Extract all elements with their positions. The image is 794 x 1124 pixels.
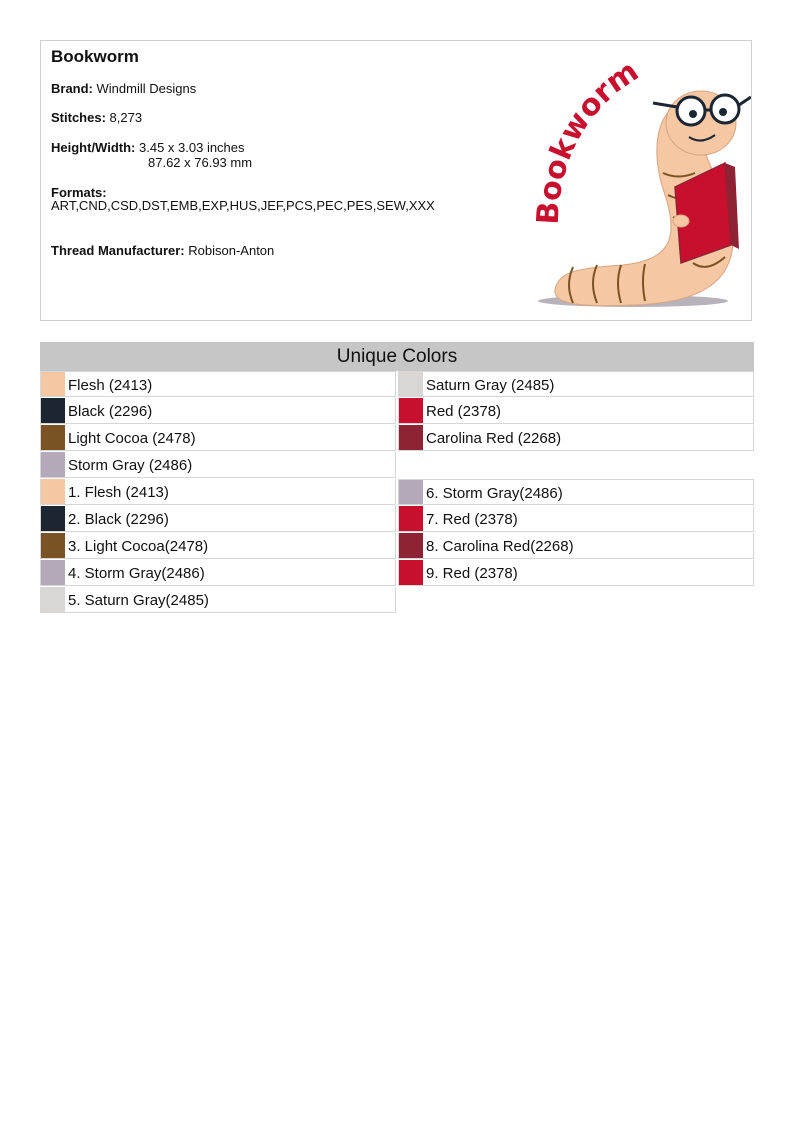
brand-row	[51, 82, 196, 95]
color-row	[398, 398, 754, 424]
svg-text:Bookworm	[531, 54, 645, 226]
color-swatch	[41, 587, 65, 612]
color-label: Black (2296)	[68, 403, 153, 420]
color-row	[398, 425, 754, 451]
color-label: Red (2378)	[426, 403, 502, 420]
color-row	[40, 452, 396, 478]
stitches-label: Stitches:	[51, 110, 106, 125]
color-row	[398, 533, 754, 559]
color-label: Flesh (2413)	[68, 377, 153, 394]
color-label: Light Cocoa (2478)	[68, 430, 196, 447]
color-label: 9. Red (2378)	[426, 565, 518, 582]
color-swatch	[399, 372, 423, 396]
thread-value: Robison-Anton	[188, 243, 275, 258]
color-label: 1. Flesh (2413)	[68, 484, 169, 501]
color-row	[40, 425, 396, 451]
color-label: Saturn Gray (2485)	[426, 377, 555, 394]
color-label: Carolina Red (2268)	[426, 430, 562, 447]
brand-label: Brand:	[51, 81, 93, 96]
color-swatch	[41, 398, 65, 423]
color-swatch	[41, 560, 65, 585]
color-swatch	[41, 479, 65, 504]
color-swatch	[399, 425, 423, 450]
color-row	[398, 371, 754, 397]
brand-value: Windmill Designs	[96, 81, 197, 96]
color-row	[40, 533, 396, 559]
color-swatch	[41, 452, 65, 477]
formats-block	[51, 186, 491, 212]
color-row	[40, 479, 396, 505]
color-label: Storm Gray (2486)	[68, 457, 193, 474]
color-row	[40, 371, 396, 397]
color-row	[40, 506, 396, 532]
size-inches: 3.45 x 3.03 inches	[139, 140, 245, 155]
color-label: 5. Saturn Gray(2485)	[68, 592, 209, 609]
color-label: 8. Carolina Red(2268)	[426, 538, 574, 555]
colors-table-header: Unique Colors	[40, 342, 754, 371]
stitches-value: 8,273	[109, 110, 143, 125]
color-swatch	[399, 533, 423, 558]
color-row	[398, 506, 754, 532]
formats-label: Formats:	[51, 185, 107, 200]
color-row	[40, 587, 396, 613]
color-label: 6. Storm Gray(2486)	[426, 485, 563, 502]
color-swatch	[399, 560, 423, 585]
design-art-word: Bookworm	[530, 53, 646, 226]
size-row	[51, 141, 245, 154]
formats-list: ART,CND,CSD,DST,EMB,EXP,HUS,JEF,PCS,PEC,PES,SEW,XXX	[51, 198, 435, 213]
color-label: 7. Red (2378)	[426, 511, 518, 528]
color-label: 4. Storm Gray(2486)	[68, 565, 205, 582]
colors-table	[40, 342, 754, 609]
color-row	[40, 398, 396, 424]
color-label: 2. Black (2296)	[68, 511, 169, 528]
color-swatch	[41, 506, 65, 531]
color-swatch	[41, 372, 65, 396]
size-label: Height/Width:	[51, 140, 136, 155]
color-swatch	[41, 425, 65, 450]
design-title: Bookworm	[51, 47, 139, 66]
design-info-panel	[40, 40, 752, 321]
color-swatch	[399, 506, 423, 531]
color-swatch	[399, 398, 423, 423]
color-row	[40, 560, 396, 586]
color-row	[398, 560, 754, 586]
bookworm-design-image	[503, 45, 751, 317]
color-swatch	[399, 480, 423, 504]
thread-label: Thread Manufacturer:	[51, 243, 185, 258]
color-label: 3. Light Cocoa(2478)	[68, 538, 209, 555]
color-row	[398, 479, 754, 505]
thread-row	[51, 244, 274, 257]
color-swatch	[41, 533, 65, 558]
size-mm: 87.62 x 76.93 mm	[148, 155, 253, 170]
stitches-row	[51, 111, 142, 124]
